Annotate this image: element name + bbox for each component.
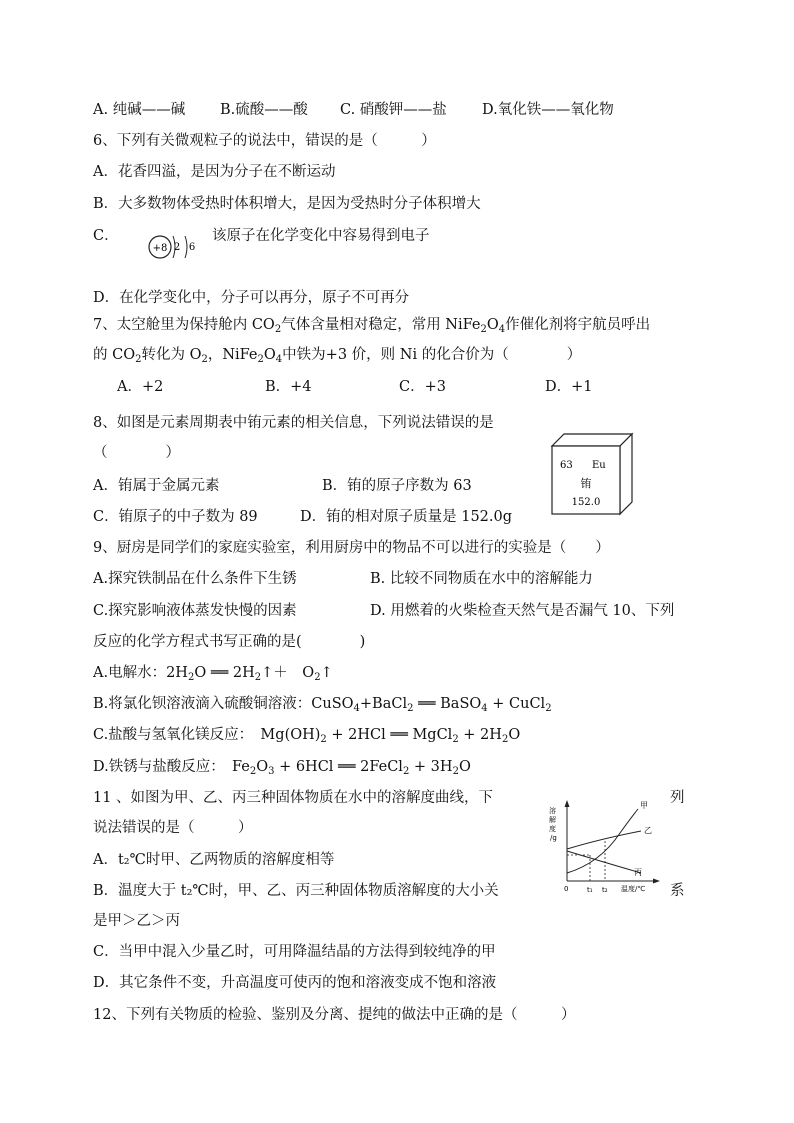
q11-option-b-line1-end: 系 (670, 883, 685, 899)
q6-option-a: A．花香四溢，是因为分子在不断运动 (93, 164, 336, 180)
curve-jia (567, 809, 638, 873)
curve-label-bing: 丙 (634, 868, 642, 877)
solubility-curve-chart (545, 795, 665, 897)
q5-option-d: D.氧化铁——氧化物 (482, 102, 614, 118)
t2-label: t₂ (602, 886, 608, 894)
shell-arc-2 (185, 236, 187, 258)
q9-stem: 9、厨房是同学们的家庭实验室，利用厨房中的物品不可以进行的实验是（ ） (93, 540, 610, 556)
atomic-number: 63 (560, 460, 573, 471)
q8-option-b: B．铕的原子序数为 63 (322, 478, 472, 494)
card-side-face (620, 434, 632, 514)
q9-option-c: C.探究影响液体蒸发快慢的因素 (93, 603, 297, 619)
x-axis-arrow (653, 879, 660, 884)
q11-option-c: C．当甲中混入少量乙时，可用降温结晶的方法得到较纯净的甲 (93, 944, 496, 960)
q7-stem-line2: 的 $CO_2$转化为 $O_2$，$NiFe_2O_4$中铁为+3 价，则 Ni 的化合价为（ ） (93, 347, 582, 365)
q10-option-d: D.铁锈与盐酸反应： $Fe_2O_3 + 6HCl$ ══ 2FeCl$_2$ + $3H_2O$ (93, 759, 471, 777)
q8-stem: 8、如图是元素周期表中铕元素的相关信息，下列说法错误的是 (93, 415, 494, 431)
q9-option-b: B. 比较不同物质在水中的溶解能力 (370, 571, 593, 587)
card-top-face (552, 434, 632, 446)
element-symbol: Eu (592, 460, 606, 471)
q8-option-d: D．铕的相对原子质量是 152.0g (300, 509, 513, 525)
y-label-char-2: 解 (549, 816, 556, 824)
q7-stem-line1: 7、太空舱里为保持舱内 $CO_2$气体含量相对稳定，常用 $NiFe_2O_4$作催化剂将宇航员呼出 (93, 317, 651, 335)
q6-option-c-label: C． (93, 228, 119, 244)
y-label-char-1: 溶 (549, 807, 556, 815)
q5-option-c: C. 硝酸钾——盐 (340, 102, 447, 118)
y-label-char-4: /g (550, 834, 557, 842)
q11-stem-line2: 说法错误的是（ ） (93, 820, 253, 836)
x-axis-label: 温度/℃ (621, 885, 646, 893)
curve-yi (567, 831, 641, 849)
q8-paren: （ ） (93, 445, 180, 461)
shell-2-electrons: 6 (188, 242, 196, 253)
q10-option-b: B.将氯化钡溶液滴入硫酸铜溶液：CuSO$_4$+BaCl$_2$ ══ BaSO$_4$ + CuCl$_2$ (93, 696, 552, 714)
q11-option-d: D．其它条件不变，升高温度可使丙的饱和溶液变成不饱和溶液 (93, 975, 497, 991)
q11-stem-line1-b: 列 (670, 790, 685, 806)
europium-element-card (548, 432, 636, 516)
q6-option-c-text: 该原子在化学变化中容易得到电子 (212, 228, 430, 244)
q10-stem: 反应的化学方程式书写正确的是( ) (93, 634, 366, 650)
curve-bing (567, 851, 641, 873)
y-axis-arrow (565, 800, 570, 807)
nucleus-charge: +8 (152, 243, 168, 254)
q9-option-d: D. 用燃着的火柴检查天然气是否漏气 10、下列 (370, 603, 675, 619)
curve-label-jia: 甲 (640, 801, 648, 810)
q5-option-a: A. 纯碱——碱 (93, 102, 186, 118)
q7-option-d: D．+1 (545, 379, 593, 395)
q11-option-b-line2: 是甲＞乙＞丙 (93, 913, 180, 929)
atom-structure-diagram (140, 228, 208, 268)
y-label-char-3: 度 (549, 825, 556, 833)
q10-option-c: C.盐酸与氢氧化镁反应： $Mg(OH)_2 + 2HCl$ ══ MgCl$_2$ + $2H_2O$ (93, 727, 521, 745)
q11-stem-line1-a: 11 、如图为甲、乙、丙三种固体物质在水中的溶解度曲线，下 (93, 790, 494, 806)
q11-option-a: A．t₂℃时甲、乙两物质的溶解度相等 (93, 852, 335, 868)
element-name: 铕 (580, 477, 592, 490)
q6-stem: 6、下列有关微观粒子的说法中，错误的是（ ） (93, 133, 436, 149)
curve-label-yi: 乙 (644, 826, 652, 835)
origin-label: 0 (564, 885, 569, 893)
q8-option-a: A．铕属于金属元素 (93, 478, 220, 494)
q8-option-c: C．铕原子的中子数为 89 (93, 509, 258, 525)
q6-option-b: B．大多数物体受热时体积增大，是因为受热时分子体积增大 (93, 196, 481, 212)
q5-option-b: B.硫酸——酸 (220, 102, 308, 118)
q10-option-a: A.电解水：$2H_2O$ ══ $2H_2↑+$ $O_2↑$ (93, 665, 333, 683)
t1-label: t₁ (587, 886, 593, 894)
q9-option-a: A.探究铁制品在什么条件下生锈 (93, 571, 297, 587)
q11-option-b-line1: B．温度大于 t₂℃时，甲、乙、丙三种固体物质溶解度的大小关 (93, 883, 499, 899)
q12-stem: 12、下列有关物质的检验、鉴别及分离、提纯的做法中正确的是（ ） (93, 1007, 576, 1023)
q7-option-a: A．+2 (117, 379, 164, 395)
q7-option-b: B．+4 (265, 379, 312, 395)
q6-option-d: D．在化学变化中，分子可以再分，原子不可再分 (93, 290, 410, 306)
q7-option-c: C．+3 (399, 379, 446, 395)
shell-1-electrons: 2 (173, 242, 181, 253)
atomic-mass: 152.0 (571, 497, 601, 508)
